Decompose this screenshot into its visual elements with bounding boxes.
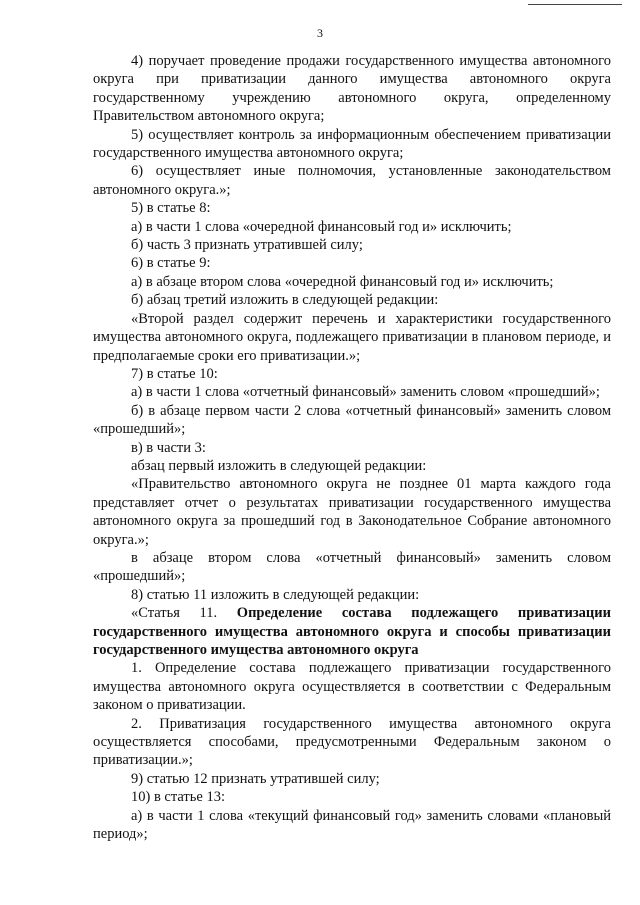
paragraph: в) в части 3:: [131, 439, 206, 456]
paragraph: в абзаце втором слова «отчетный финансовый» заменить словом «прошедший»;: [93, 549, 611, 585]
paragraph: б) в абзаце первом части 2 слова «отчетный финансовый» заменить словом «прошедший»;: [93, 402, 611, 438]
article-title: Определение состава подлежащего приватизации государственного имущества автономного округа и способы приватизации государственного имущества автономного округа: [93, 605, 611, 658]
paragraph: а) в части 1 слова «отчетный финансовый» заменить словом «прошедший»;: [131, 384, 600, 401]
document-body: [93, 52, 611, 843]
paragraph: 8) статью 11 изложить в следующей редакции:: [131, 586, 420, 603]
article-heading: [93, 604, 611, 659]
paragraph: абзац первый изложить в следующей редакции:: [131, 457, 427, 474]
paragraph: б) абзац третий изложить в следующей редакции:: [131, 292, 439, 309]
paragraph: 6) осуществляет иные полномочия, установленные законодательством автономного округа.»;: [93, 163, 611, 198]
paragraph: 4) поручает проведение продажи государственного имущества автономного округа при приватизации данного имущества автономного округа государственному учреждению автономного округа, определенному Правительством автономного округа;: [93, 53, 611, 125]
paragraph: а) в абзаце втором слова «очередной финансовый год и» исключить;: [131, 273, 554, 290]
paragraph: б) часть 3 признать утратившей силу;: [131, 237, 363, 254]
paragraph: а) в части 1 слова «очередной финансовый год и» исключить;: [131, 218, 512, 235]
paragraph: а) в части 1 слова «текущий финансовый год» заменить словами «плановый период»;: [93, 807, 611, 843]
paragraph: 6) в статье 9:: [131, 255, 211, 272]
paragraph: 10) в статье 13:: [131, 789, 225, 806]
page-number: 3: [317, 26, 323, 40]
paragraph: 9) статью 12 признать утратившей силу;: [131, 770, 380, 787]
paragraph: 2. Приватизация государственного имущества автономного округа осуществляется способами, предусмотренными Федеральным законом о приватизации.»;: [93, 715, 611, 769]
paragraph: 1. Определение состава подлежащего приватизации государственного имущества автономного округа осуществляется в соответствии с Федеральным законом о приватизации.: [93, 660, 611, 714]
top-rule: [528, 4, 622, 5]
paragraph: 5) в статье 8:: [131, 200, 211, 217]
paragraph: «Правительство автономного округа не позднее 01 марта каждого года представляет отчет о результатах приватизации государственного имущества автономного округа за прошедший год в Законодательное Собрание автономного округа.»;: [93, 476, 611, 548]
paragraph: 5) осуществляет контроль за информационным обеспечением приватизации государственного имущества автономного округа;: [93, 126, 611, 162]
article-prefix: «Статья 11.: [131, 605, 237, 622]
paragraph: 7) в статье 10:: [131, 365, 218, 382]
paragraph: «Второй раздел содержит перечень и характеристики государственного имущества автономного округа, подлежащего приватизации в плановом периоде, и предполагаемые сроки его приватизации.»;: [93, 310, 611, 364]
